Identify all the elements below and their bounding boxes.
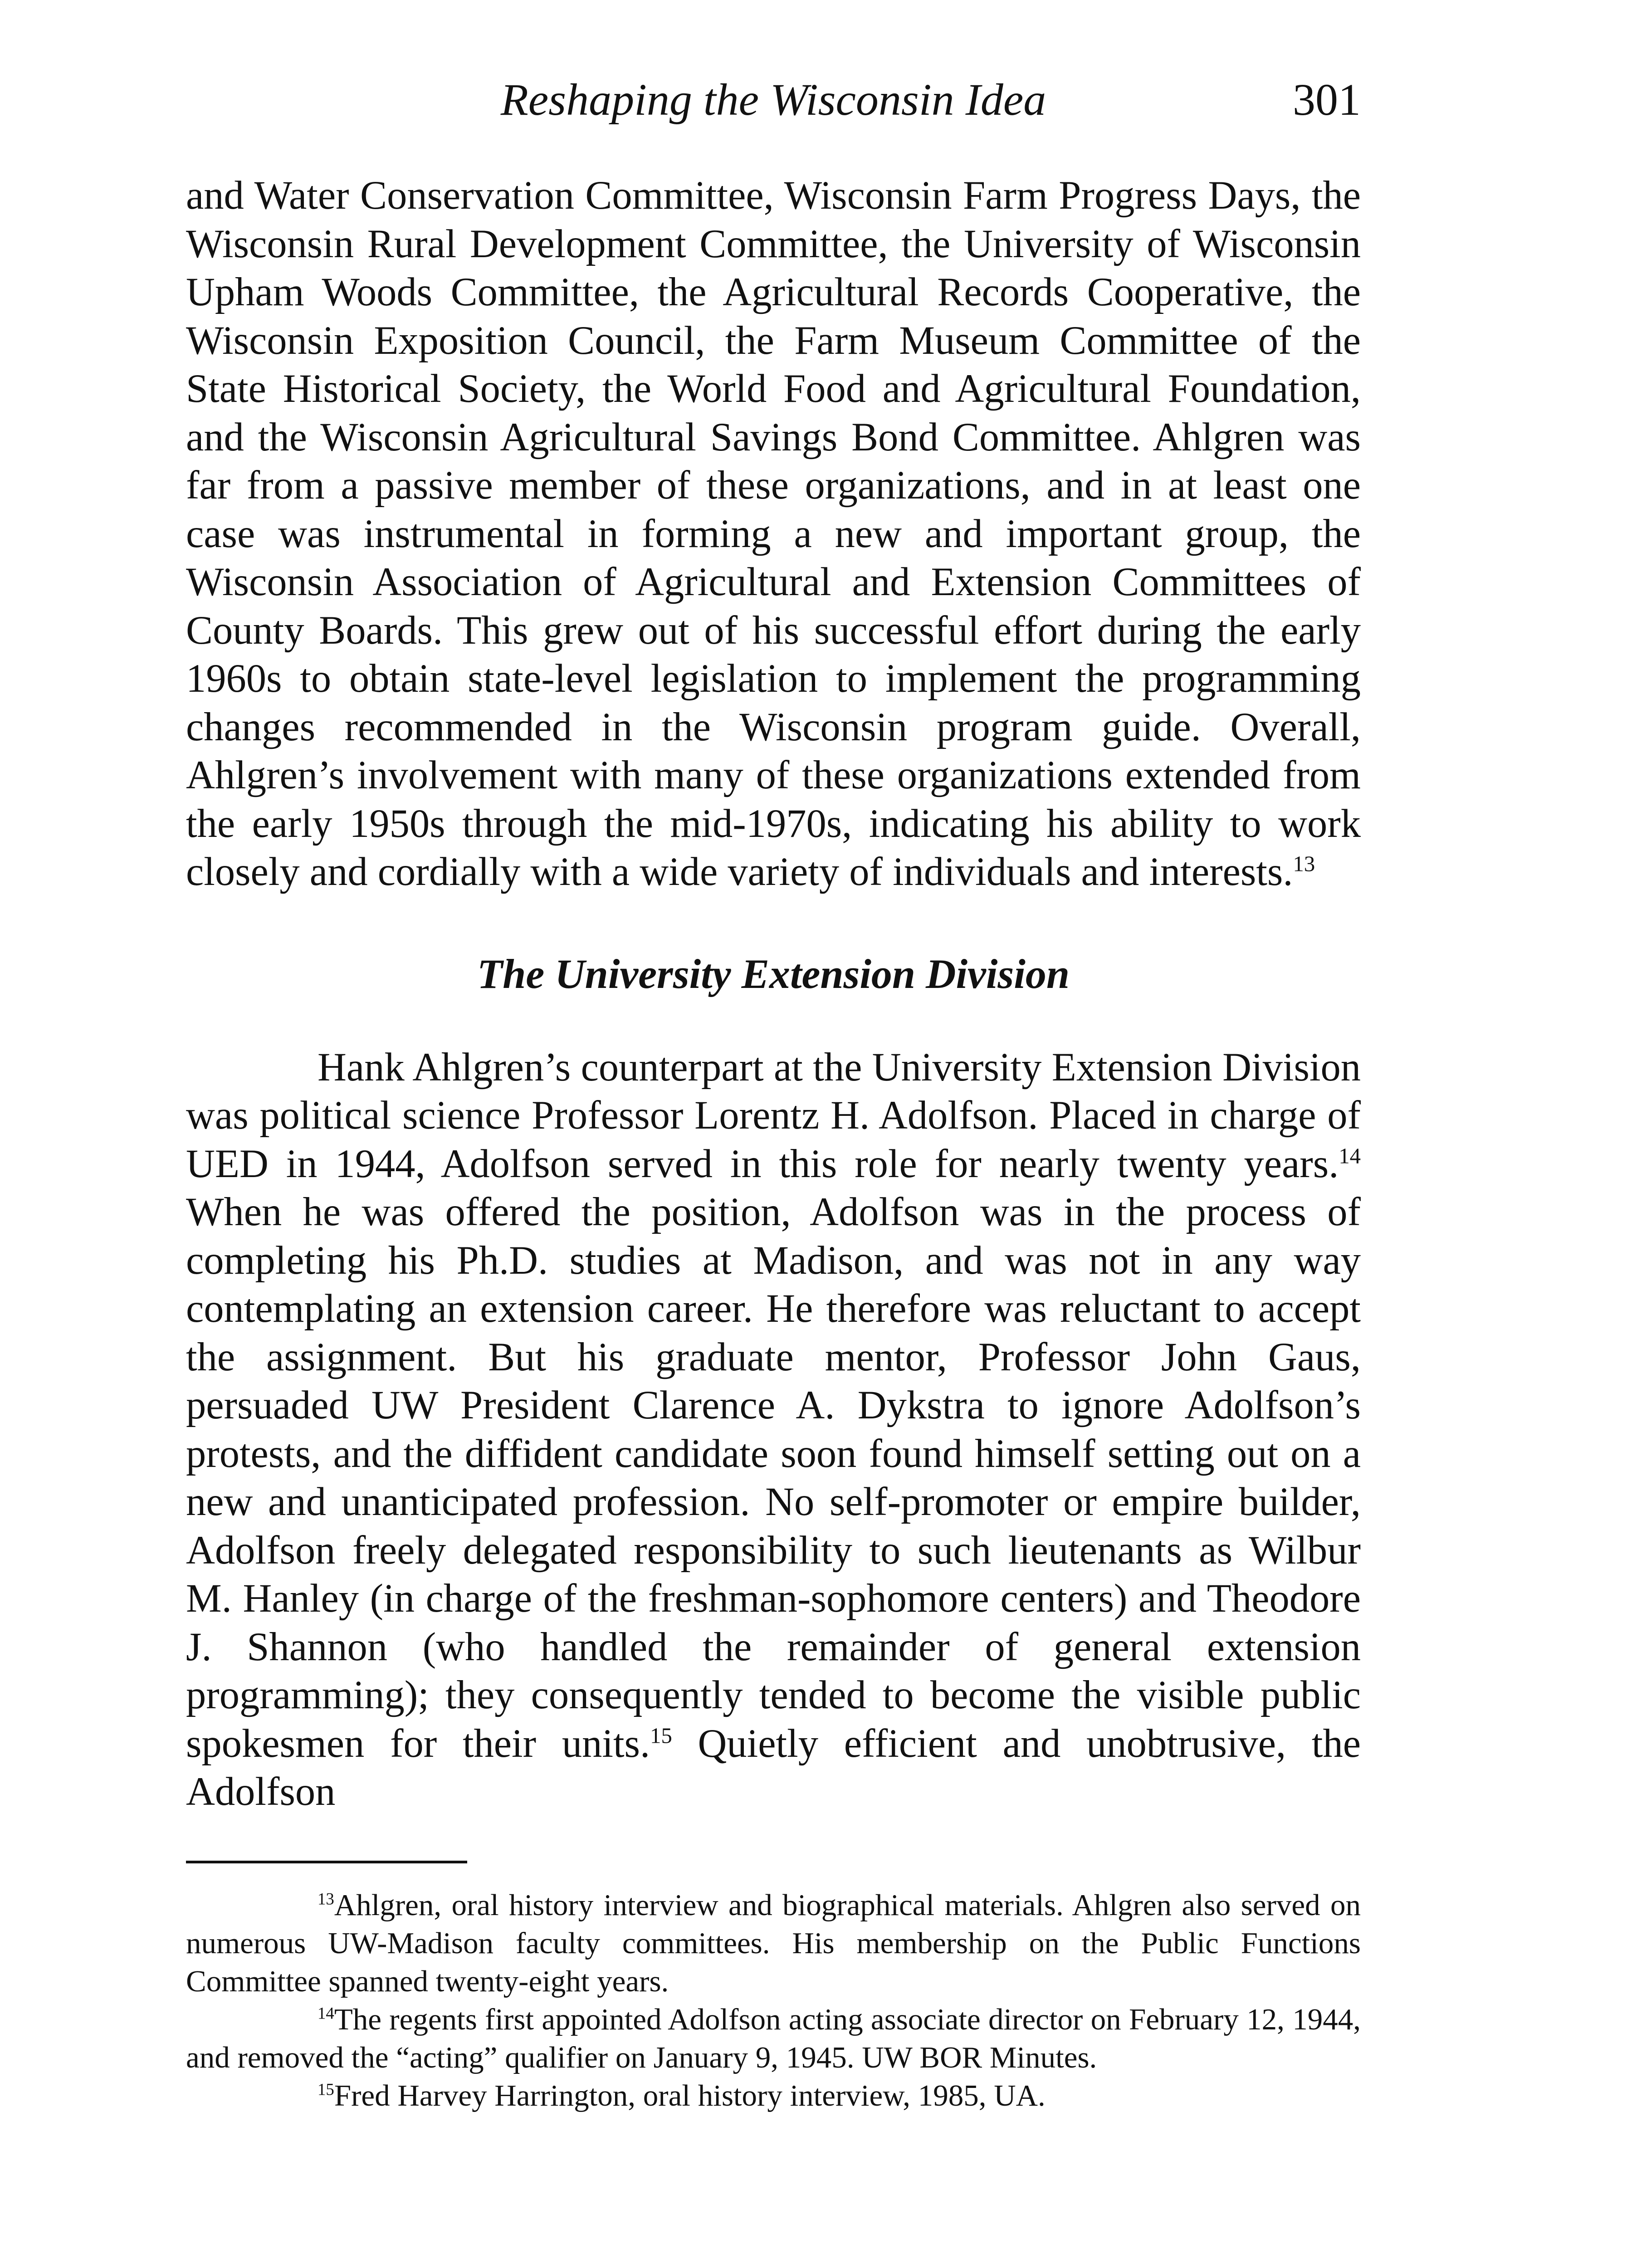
paragraph-text-part-2: When he was offered the position, Adolfson was in the process of completing his Ph.D. studies at Madison, and was not in any way contemplating an extension career. He therefore was reluctant to accept the assignment. But his graduate mentor, Professor John Gaus, persuaded UW President Clarence A. Dykstra to ignore Adolfson’s protests, and the diffident candidate soon found himself setting out on a new and unanticipated profession. No self-promoter or empire builder, Adolfson freely delegated responsibility to such lieutenants as Wilbur M. Hanley (in charge of the freshman-sophomore centers) and Theodore J. Shannon (who handled the remainder of general extension programming); they consequently tended to become the visible public spokesmen for their units. (186, 1190, 1361, 1766)
footnotes (186, 1886, 1361, 2115)
footnote-text: Ahlgren, oral history interview and biographical materials. Ahlgren also served on numerous UW-Madison faculty committees. His membership on the Public Functions Committee spanned twenty-eight years. (186, 1888, 1361, 1998)
page-number: 301 (1293, 74, 1361, 125)
page-body (186, 171, 1361, 2115)
footnote-text: Fred Harvey Harrington, oral history interview, 1985, UA. (334, 2078, 1046, 2112)
running-head (186, 68, 1361, 132)
section-heading: The University Extension Division (477, 950, 1070, 997)
paragraph-text-part-1: Hank Ahlgren’s counterpart at the University Extension Division was political science Professor Lorentz H. Adolfson. Placed in charge of UED in 1944, Adolfson served in this role for nearly twenty years. (186, 1045, 1361, 1186)
body-paragraph (186, 1043, 1361, 1816)
footnote-15 (186, 2077, 1361, 2115)
footnote-text: The regents first appointed Adolfson acting associate director on February 12, 1944, and removed the “acting” qualifier on January 9, 1945. UW BOR Minutes. (186, 2002, 1361, 2074)
paragraph-text: and Water Conservation Committee, Wisconsin Farm Progress Days, the Wisconsin Rural Development Committee, the University of Wisconsin Upham Woods Committee, the Agricultural Records Cooperative, the Wisconsin Exposition Council, the Farm Museum Committee of the State Historical Society, the World Food and Agricultural Foundation, and the Wisconsin Agricultural Savings Bond Committee. Ahlgren was far from a passive member of these organizations, and in at least one case was instrumental in forming a new and important group, the Wisconsin Association of Agricultural and Extension Committees of County Boards. This grew out of his successful effort during the early 1960s to obtain state-level legislation to implement the programming changes recommended in the Wisconsin program guide. Overall, Ahlgren’s involvement with many of these organizations extended from the early 1950s through the mid-1970s, indicating his ability to work closely and cordially with a wide variety of individuals and interests. (186, 173, 1361, 894)
footnote-reference-14: 14 (1339, 1144, 1361, 1168)
footnote-reference-13: 13 (1293, 851, 1315, 876)
footnote-reference-15: 15 (650, 1723, 672, 1748)
footnote-rule (186, 1861, 467, 1863)
footnote-number: 15 (318, 2080, 334, 2099)
footnote-13 (186, 1886, 1361, 2000)
running-title: Reshaping the Wisconsin Idea (500, 74, 1046, 125)
footnote-number: 14 (318, 2004, 334, 2023)
footnote-14 (186, 2000, 1361, 2077)
footnote-number: 13 (318, 1889, 334, 1908)
body-paragraph-continued (186, 171, 1361, 896)
paragraph-text-part-3: Quietly efficient and unobtrusive, the Adolfson (186, 1721, 1361, 1814)
